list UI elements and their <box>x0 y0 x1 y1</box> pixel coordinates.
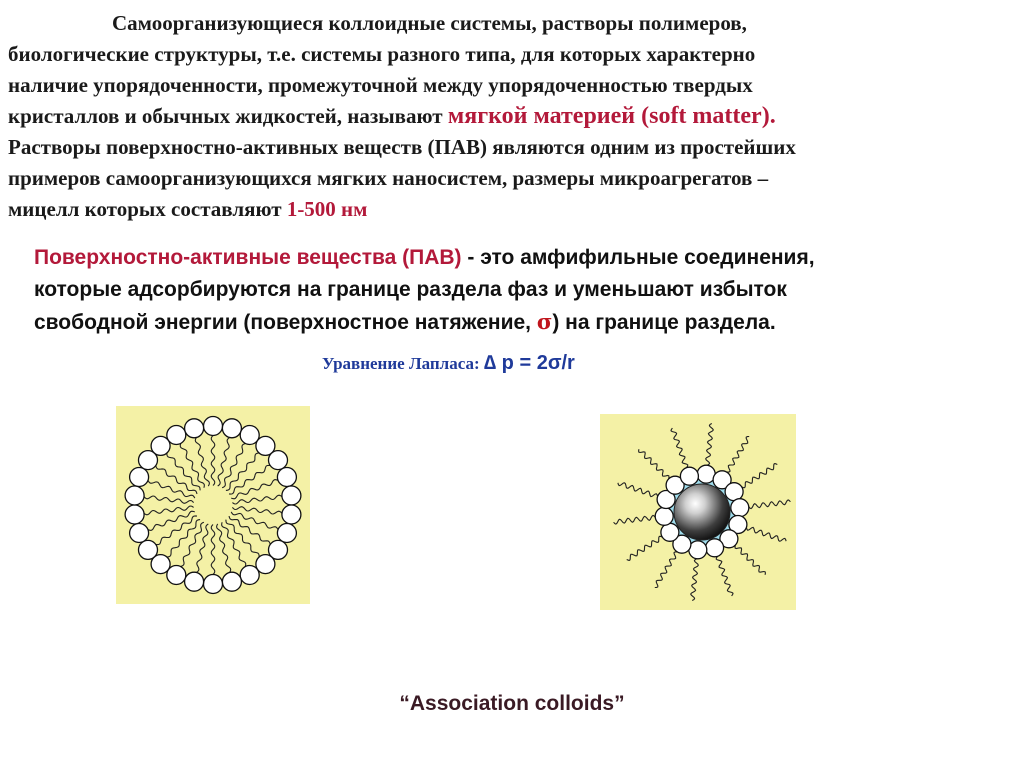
intro-text: мицелл которых составляют <box>8 197 287 221</box>
hydrophilic-head <box>269 451 288 470</box>
hydrophilic-head <box>277 524 296 543</box>
intro-line: Растворы поверхностно-активных веществ (ПАВ) являются одним из простейших <box>8 135 796 159</box>
hydrophilic-head <box>655 507 673 525</box>
micelle-size-range: 1-500 нм <box>286 197 368 221</box>
definition-text: свободной энергии (поверхностное натяжение, <box>34 311 537 334</box>
hydrophilic-head <box>240 566 259 585</box>
intro-line: биологические структуры, т.е. системы разного типа, для которых характерно <box>8 42 756 66</box>
hydrophilic-head <box>185 572 204 591</box>
definition-line: которые адсорбируются на границе раздела фаз и уменьшают избыток <box>34 278 787 301</box>
laplace-equation <box>322 352 575 375</box>
intro-line <box>8 101 1012 132</box>
adsorbed-colloid-diagram <box>600 414 796 610</box>
hydrophilic-head <box>130 468 149 487</box>
hydrophilic-head <box>222 572 241 591</box>
laplace-label: Уравнение Лапласа: <box>322 354 484 373</box>
definition-line <box>34 242 1014 274</box>
hydrophilic-head <box>222 419 241 438</box>
hydrophilic-head <box>130 524 149 543</box>
solid-particle <box>674 484 730 540</box>
intro-line: примеров самоорганизующихся мягких наносистем, размеры микроагрегатов – <box>8 166 769 190</box>
hydrophilic-head <box>661 523 679 541</box>
sigma-symbol: σ <box>536 309 553 334</box>
micelle-diagram <box>116 406 310 604</box>
hydrophilic-head <box>204 575 223 594</box>
laplace-formula: ∆ p = 2σ/r <box>483 352 575 374</box>
hydrophilic-head <box>139 540 158 559</box>
intro-line <box>8 194 1012 225</box>
hydrophilic-head <box>125 486 144 505</box>
hydrophilic-head <box>282 486 301 505</box>
definition-text: ) на границе раздела. <box>552 311 776 334</box>
surfactant-term: Поверхностно-активные вещества (ПАВ) <box>34 246 462 269</box>
intro-paragraph <box>8 8 1012 225</box>
definition-line <box>34 306 1014 339</box>
intro-text: кристаллов и обычных жидкостей, называют <box>8 104 448 128</box>
definition-paragraph <box>34 242 1014 339</box>
intro-line: наличие упорядоченности, промежуточной между упорядоченностью твердых <box>8 73 753 97</box>
hydrophilic-head <box>706 539 724 557</box>
hydrophilic-head <box>204 417 223 436</box>
hydrophilic-head <box>725 483 743 501</box>
soft-matter-term: мягкой материей (soft matter). <box>447 103 776 129</box>
hydrophilic-head <box>680 467 698 485</box>
hydrophilic-head <box>185 419 204 438</box>
hydrophilic-head <box>125 505 144 524</box>
hydrophilic-head <box>167 426 186 445</box>
hydrophilic-head <box>277 468 296 487</box>
intro-line: Самоорганизующиеся коллоидные системы, растворы полимеров, <box>112 11 747 35</box>
hydrophilic-head <box>282 505 301 524</box>
definition-text: - это амфифильные соединения, <box>461 246 815 269</box>
hydrophilic-head <box>731 499 749 517</box>
figure-caption: “Association colloids” <box>399 692 625 715</box>
